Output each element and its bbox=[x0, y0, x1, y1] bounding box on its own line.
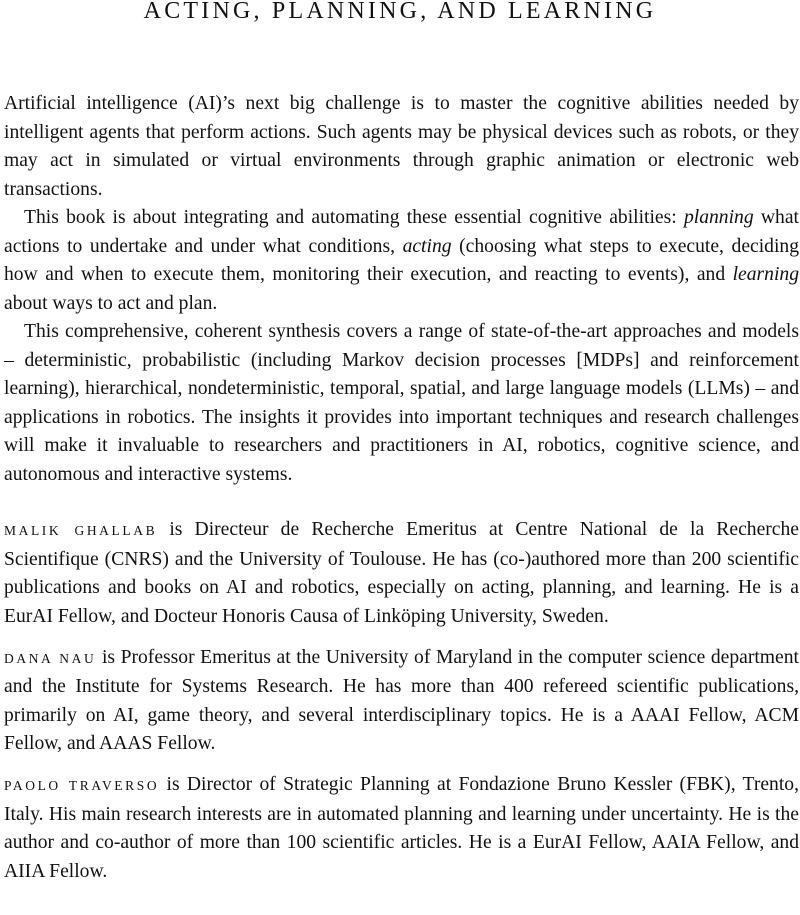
p2-text-a: This book is about integrating and automating these essential cognitive abilities: bbox=[24, 207, 684, 228]
description-paragraph-1: Artificial intelligence (AI)’s next big challenge is to master the cognitive abilities needed by intelligent agents that perform actions. Such agents may be physical devices such as robots, or they may act in simulated or virtual environments through graphic animation or electronic web transactions. bbox=[4, 93, 799, 200]
book-title: ACTING, PLANNING, AND LEARNING bbox=[143, 0, 657, 24]
author-bio-text: is Director of Strategic Planning at Fondazione Bruno Kessler (FBK), Trento, Italy. His main research interests are in automated planning and learning under uncertainty. He is the author and co-author of more than 100 scientific articles. He is a EurAI Fellow, AAIA Fellow, and AIIA Fellow. bbox=[4, 774, 799, 882]
p2-emphasis-planning: planning bbox=[683, 207, 754, 228]
author-bio-nau bbox=[4, 644, 799, 759]
author-name: DANA NAU bbox=[4, 650, 97, 666]
author-bio-traverso bbox=[4, 771, 799, 886]
author-bios bbox=[4, 516, 799, 899]
p2-text-b: what actions to undertake and under what conditions, bbox=[4, 207, 799, 257]
author-name: MALIK GHALLAB bbox=[4, 523, 158, 538]
description-paragraph-3: This comprehensive, coherent synthesis covers a range of state-of-the-art approaches and models – deterministic, probabilistic (including Markov decision processes [MDPs] and reinforcement learning), hierarchical, nondeterministic, temporal, spatial, and large language models (LLMs) – and applications in robotics. The insights it provides into important techniques and research challenges will make it invaluable to researchers and practitioners in AI, robotics, cognitive science, and autonomous and interactive systems. bbox=[4, 321, 799, 485]
author-bio-text: is Directeur de Recherche Emeritus at Centre National de la Recherche Scientifique (CNRS) and the University of Toulouse. He has (co-)authored more than 200 scientific publications and books on AI and robotics, especially on acting, planning, and learning. He is a EurAI Fellow, and Docteur Honoris Causa of Linköping University, Sweden. bbox=[4, 519, 799, 627]
p2-text-c: (choosing what steps to execute, deciding how and when to execute them, monitoring their execution, and reacting to events), and bbox=[4, 235, 799, 285]
description-paragraph-2 bbox=[4, 204, 799, 318]
p2-text-d: about ways to act and plan. bbox=[4, 292, 218, 314]
author-bio-ghallab bbox=[4, 516, 799, 631]
book-description bbox=[4, 90, 799, 489]
author-name: PAOLO TRAVERSO bbox=[4, 778, 160, 793]
p2-emphasis-acting: acting bbox=[402, 235, 452, 257]
author-bio-text: is Professor Emeritus at the University of Maryland in the computer science department and the Institute for Systems Research. He has more than 400 refereed scientific publications, primarily on AI, game theory, and several interdisciplinary topics. He is a AAAI Fellow, ACM Fellow, and AAAS Fellow. bbox=[4, 646, 799, 754]
p2-emphasis-learning: learning bbox=[732, 264, 799, 285]
